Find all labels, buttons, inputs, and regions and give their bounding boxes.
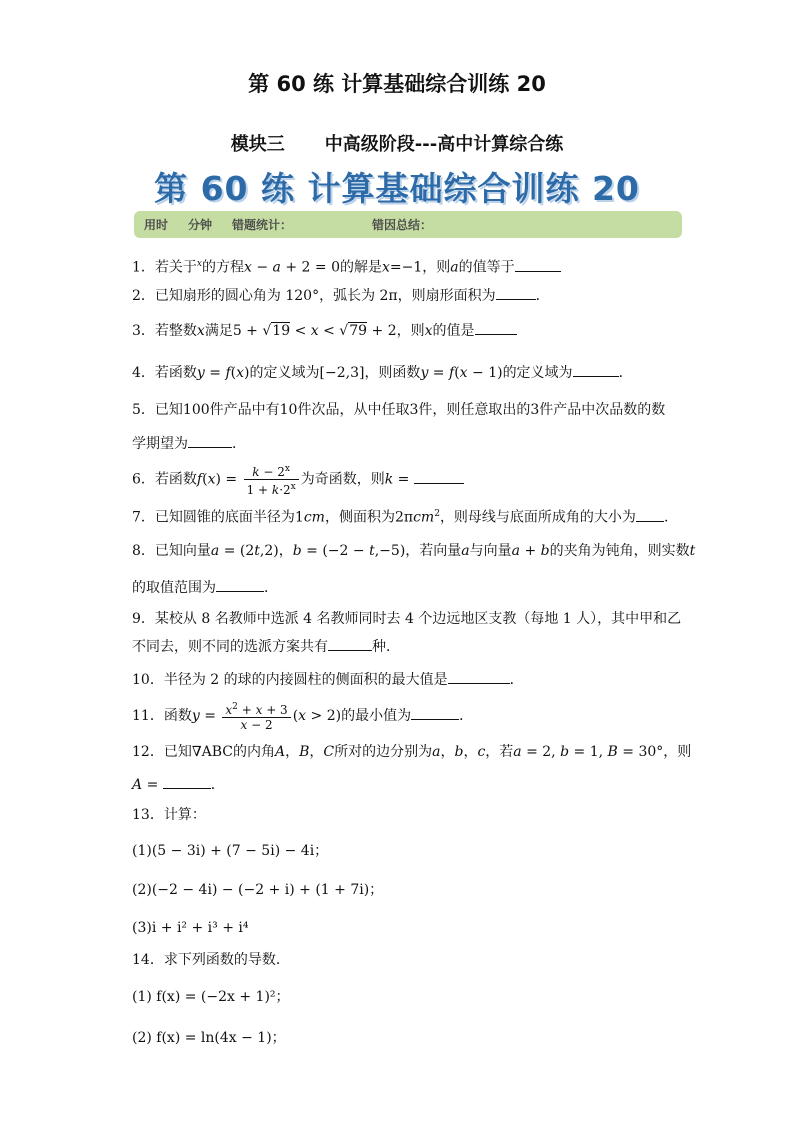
question-9: 9．某校从 8 名教师中选派 4 名教师同时去 4 个边远地区支教（每地 1 人），其中甲和乙 (132, 611, 682, 627)
question-2: 2．已知扇形的圆心角为 120°，弧长为 2π，则扇形面积为 ． (132, 285, 550, 306)
question-3: 3．若整数x满足5 + √19 < x < √79 + 2，则x的值是 (132, 320, 517, 341)
stats-bar (134, 211, 682, 238)
question-14: 14．求下列函数的导数． (132, 952, 290, 968)
module-stage: 中高级阶段---高中计算综合练 (324, 134, 564, 155)
question-5: 5．已知100件产品中有10件次品，从中任取3件，则任意取出的3件产品中次品数的数 (132, 402, 666, 418)
question-10: 10．半径为 2 的球的内接圆柱的侧面积的最大值是 ． (132, 669, 524, 690)
error-count-label: 错题统计： (232, 218, 293, 232)
question-6: 6．若函数f(x) = $\frac{k - 2^x}{1 + k\cdot 2^x}$ 为奇函数，则k = (132, 462, 464, 497)
time-label: 用时 (144, 218, 169, 232)
question-11: 11．函数y = $\frac{x^2 + x + 3}{x - 2}$ (x > 2)的最小值为 ． (132, 702, 474, 732)
module-label: 模块三 (230, 134, 285, 155)
question-13-part-3: (3)i + i² + i³ + i⁴ (132, 920, 249, 936)
question-7: 7．已知圆锥的底面半径为1cm，侧面积为2πcm$^2$，则母线与底面所成角的大小为 . (132, 504, 668, 528)
minutes-label: 分钟 (188, 218, 213, 232)
module-heading (0, 130, 794, 156)
question-13: 13．计算： (132, 807, 206, 823)
banner-title: 第 60 练 计算基础综合训练 20 (154, 169, 640, 208)
question-14-part-2: (2) f(x) = ln(4x − 1)； (132, 1030, 286, 1046)
question-13-part-2: (2)(−2 − 4i) − (−2 + i) + (1 + 7i)； (132, 882, 384, 898)
question-8-cont: 的取值范围为 ． (132, 577, 278, 598)
question-9-cont: 不同去，则不同的选派方案共有 种． (132, 636, 400, 657)
question-1: 1．若关于$^x$的方程x − a + 2 = 0的解是x=−1，则a的值等于 (132, 254, 561, 278)
error-summary-label: 错因总结： (372, 218, 433, 232)
question-12-cont: A = ． (132, 774, 225, 795)
question-5-cont: 学期望为 ． (132, 433, 246, 454)
question-12: 12．已知∇ABC的内角A，B，C所对的边分别为a，b，c，若a = 2, b = 1, B = 30°，则 (132, 744, 692, 760)
question-13-part-1: (1)(5 − 3i) + (7 − 5i) − 4i； (132, 843, 329, 859)
question-4: 4．若函数y = f(x)的定义域为[−2,3]，则函数y = f(x − 1)的定义域为 ． (132, 362, 633, 383)
question-8: 8．已知向量a = (2t,2)，b = (−2 − t,−5)，若向量a与向量a + b的夹角为钝角，则实数t (132, 543, 696, 559)
question-14-part-1: (1) f(x) = (−2x + 1)²； (132, 989, 290, 1005)
page-title: 第 60 练 计算基础综合训练 20 (248, 72, 546, 96)
